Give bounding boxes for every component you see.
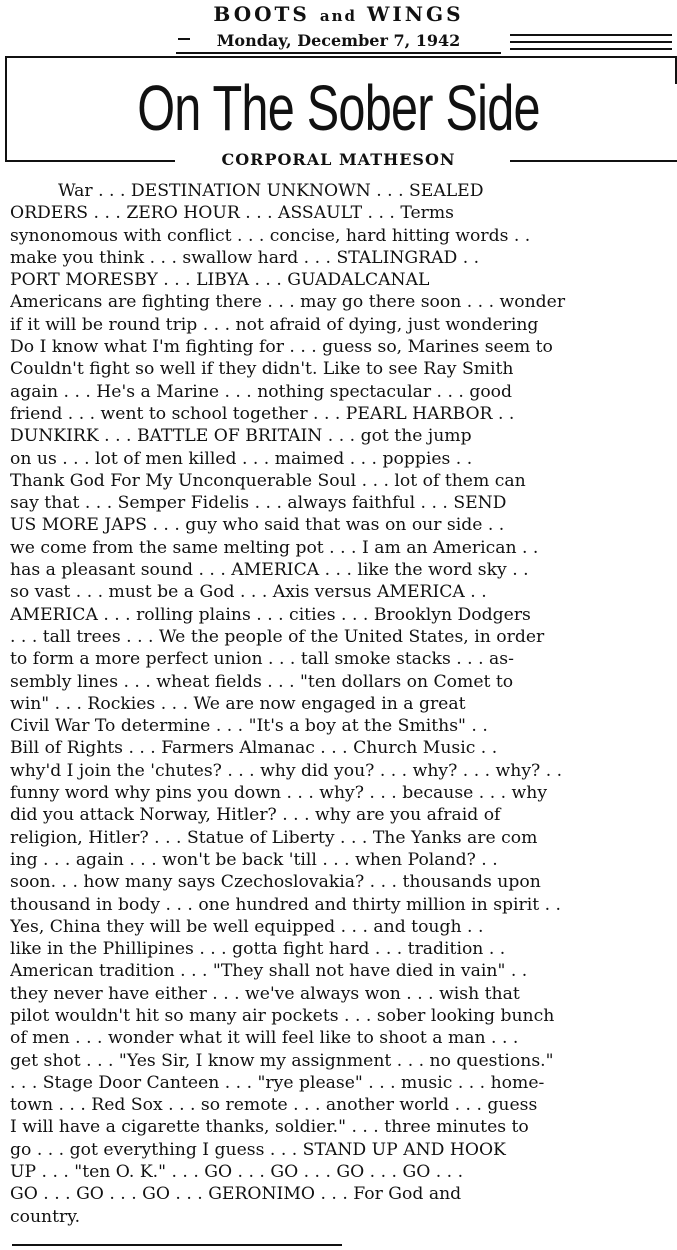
article-line: DUNKIRK . . . BATTLE OF BRITAIN . . . got the jump [10,426,472,447]
masthead-word-and: and [319,7,357,25]
article-line: thousand in body . . . one hundred and thirty million in spirit . . [10,894,561,915]
article-line: go . . . got everything I guess . . . STAND UP AND HOOK [10,1139,506,1160]
article-line: has a pleasant sound . . . AMERICA . . . like the word sky . . [10,560,529,581]
article-line: sembly lines . . . wheat fields . . . "ten dollars on Comet to [10,671,514,692]
masthead-word-boots: BOOTS [213,2,310,26]
byline: CORPORAL MATHESON [221,150,456,169]
article-line: soon. . . how many says Czechoslovakia? . . . thousands upon [10,872,541,893]
article-line: funny word why pins you down . . . why? . . . because . . . why [10,783,548,804]
article-line: UP . . . "ten O. K." . . . GO . . . GO . . . GO . . . GO . . . [10,1162,464,1183]
article-line: Civil War To determine . . . "It's a boy at the Smiths" . . [10,716,488,737]
article-line: Yes, China they will be well equipped . . . and tough . . [10,916,484,937]
masthead-word-wings: WINGS [366,2,464,26]
article-line: I will have a cigarette thanks, soldier." . . . three minutes to [10,1117,529,1138]
article-line: on us . . . lot of men killed . . . maimed . . . poppies . . [10,448,473,469]
article-line: friend . . . went to school together . . . PEARL HARBOR . . [10,403,515,424]
article-line: of men . . . wonder what it will feel like to shoot a man . . . [10,1028,519,1049]
masthead [0,2,677,32]
article-line: GO . . . GO . . . GO . . . GERONIMO . . . For God and [10,1184,462,1205]
column-headline: On The Sober Side [137,72,540,144]
article-line: make you think . . . swallow hard . . . STALINGRAD . . [10,247,480,268]
article-line: we come from the same melting pot . . . I am an American . . [10,537,539,558]
article-line: so vast . . . must be a God . . . Axis versus AMERICA . . [10,582,487,603]
article-line: get shot . . . "Yes Sir, I know my assignment . . . no questions." [10,1050,554,1071]
frame-top-rule [5,56,677,58]
article-line: . . . Stage Door Canteen . . . "rye please" . . . music . . . home- [10,1072,545,1093]
article-line: Do I know what I'm fighting for . . . guess so, Marines seem to [10,337,553,358]
article-line: Bill of Rights . . . Farmers Almanac . . . Church Music . . [10,738,498,759]
article-line: if it will be round trip . . . not afraid of dying, just wondering [10,314,539,335]
article-line: again . . . He's a Marine . . . nothing spectacular . . . good [10,381,513,402]
article-line: did you attack Norway, Hitler? . . . why are you afraid of [10,805,501,826]
article-line: ing . . . again . . . won't be back 'till . . . when Poland? . . [10,849,498,870]
article-line: they never have either . . . we've always won . . . wish that [10,983,520,1004]
article-line: religion, Hitler? . . . Statue of Liberty . . . The Yanks are com [10,827,538,848]
issue-date: Monday, December 7, 1942 [216,31,461,50]
article-line: ORDERS . . . ZERO HOUR . . . ASSAULT . . . Terms [10,203,454,224]
article-line: PORT MORESBY . . . LIBYA . . . GUADALCANAL [10,270,430,291]
article-line: pilot wouldn't hit so many air pockets . . . sober looking bunch [10,1005,555,1026]
article-line: US MORE JAPS . . . guy who said that was on our side . . [10,515,505,536]
article-line: synonomous with conflict . . . concise, hard hitting words . . [10,225,531,246]
article-line: Thank God For My Unconquerable Soul . . . lot of them can [10,470,526,491]
article-line: . . . tall trees . . . We the people of the United States, in order [10,626,545,647]
article-line: War . . . DESTINATION UNKNOWN . . . SEALED [58,181,484,201]
article-line: AMERICA . . . rolling plains . . . cities . . . Brooklyn Dodgers [10,604,531,625]
article-line: like in the Phillipines . . . gotta fight hard . . . tradition . . [10,939,506,960]
frame-left-rule [5,56,7,162]
dateline [0,30,677,56]
article-line: to form a more perfect union . . . tall smoke stacks . . . as- [10,649,514,670]
end-rule [12,1244,342,1246]
article-line: town . . . Red Sox . . . so remote . . . another world . . . guess [10,1095,538,1116]
article-line: Americans are fighting there . . . may go there soon . . . wonder [10,292,566,313]
article-body [10,180,677,1240]
article-line: American tradition . . . "They shall not have died in vain" . . [10,961,528,982]
article-line: why'd I join the 'chutes? . . . why did you? . . . why? . . . why? . . [10,760,563,781]
date-rule-under [176,52,501,54]
article-line: Couldn't fight so well if they didn't. Like to see Ray Smith [10,359,514,380]
article-line: win" . . . Rockies . . . We are now engaged in a great [10,693,466,714]
article-line: country. [10,1206,81,1227]
article-line: say that . . . Semper Fidelis . . . always faithful . . . SEND [10,493,507,514]
